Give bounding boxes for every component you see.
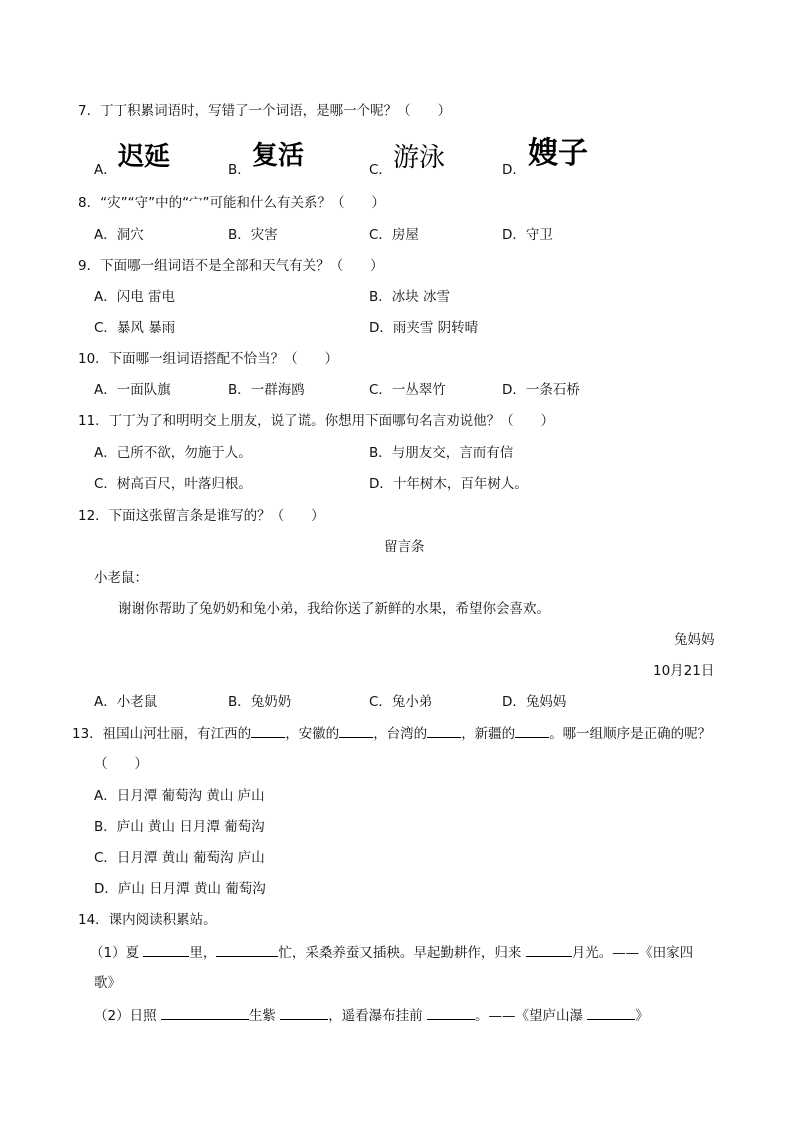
q7-option-c-handwriting: 游泳	[393, 143, 446, 173]
q10-option-b: B．一群海鸥	[228, 382, 305, 398]
q7-option-b-handwriting: 复活	[252, 141, 305, 171]
q12-option-d: D．兔妈妈	[502, 694, 567, 710]
blank-line	[427, 723, 461, 738]
q11-option-b: B．与朋友交，言而有信	[369, 445, 514, 461]
q13-option-d: D．庐山 日月潭 黄山 葡萄沟	[94, 881, 266, 897]
note-title: 留言条	[384, 539, 425, 555]
question-8-text: 8．“灾”“守”中的“宀”可能和什么有关系？（ ）	[78, 195, 386, 211]
q9-option-a: A．闪电 雷电	[94, 289, 176, 305]
blank-line	[251, 723, 285, 738]
q7-option-a-handwriting: 迟延	[118, 142, 171, 172]
q13-option-a: A．日月潭 葡萄沟 黄山 庐山	[94, 788, 265, 804]
note-salutation: 小老鼠：	[94, 570, 148, 586]
blank-line	[161, 1005, 249, 1020]
note-signature: 兔妈妈	[674, 632, 715, 648]
blank-line	[427, 1005, 475, 1020]
q13-option-b: B．庐山 黄山 日月潭 葡萄沟	[94, 819, 265, 835]
question-10-text: 10．下面哪一组词语搭配不恰当？（ ）	[78, 351, 339, 367]
blank-line	[216, 942, 278, 957]
q14-line-2: （2）日照 生紫 ，遥看瀑布挂前 。——《望庐山瀑 》	[94, 1005, 649, 1026]
question-7-text: 7．丁丁积累词语时，写错了一个词语，是哪一个呢？（ ）	[78, 103, 452, 119]
note-date: 10月21日	[653, 663, 715, 679]
question-12-text: 12．下面这张留言条是谁写的？（ ）	[78, 508, 325, 524]
q14-line-1: （1）夏 里， 忙，采桑养蚕又插秧。早起勤耕作，归来 月光。——《田家四	[90, 942, 693, 963]
q9-option-d: D．雨夹雪 阴转晴	[369, 320, 479, 336]
q9-option-c: C．暴风 暴雨	[94, 320, 176, 336]
question-11-text: 11．丁丁为了和明明交上朋友，说了谎。你想用下面哪句名言劝说他？（ ）	[78, 413, 555, 429]
q8-option-b: B．灾害	[228, 227, 278, 243]
note-body: 谢谢你帮助了兔奶奶和兔小弟，我给你送了新鲜的水果，希望你会喜欢。	[118, 601, 550, 617]
q8-option-c: C．房屋	[369, 227, 419, 243]
blank-line	[339, 723, 373, 738]
blank-line	[515, 723, 549, 738]
q8-option-a: A．洞穴	[94, 227, 144, 243]
question-13-paren: （ ）	[94, 756, 148, 772]
q7-option-c-letter: C．	[369, 162, 392, 178]
q10-option-c: C．一丛翠竹	[369, 382, 446, 398]
q13-option-c: C．日月潭 黄山 葡萄沟 庐山	[94, 850, 265, 866]
blank-line	[587, 1005, 635, 1020]
q10-option-d: D．一条石桥	[502, 382, 580, 398]
q11-option-a: A．己所不欲，勿施于人。	[94, 445, 252, 461]
question-9-text: 9．下面哪一组词语不是全部和天气有关？（ ）	[78, 258, 384, 274]
blank-line	[526, 942, 572, 957]
blank-line	[143, 942, 189, 957]
q11-option-d: D．十年树木，百年树人。	[369, 476, 528, 492]
q12-option-b: B．兔奶奶	[228, 694, 292, 710]
q12-option-a: A．小老鼠	[94, 694, 158, 710]
q7-option-a-letter: A．	[94, 162, 117, 178]
q14-line-1-cont: 歌》	[94, 975, 121, 991]
q11-option-c: C．树高百尺，叶落归根。	[94, 476, 252, 492]
q12-option-c: C．兔小弟	[369, 694, 433, 710]
q10-option-a: A．一面队旗	[94, 382, 171, 398]
q7-option-d-letter: D．	[502, 162, 526, 178]
q7-option-d-handwriting: 嫂子	[528, 136, 588, 171]
question-13-text: 13．祖国山河壮丽，有江西的 ，安徽的 ，台湾的 ，新疆的 。哪一组顺序是正确的呢？	[72, 723, 711, 744]
question-14-text: 14．课内阅读积累站。	[78, 912, 217, 928]
blank-line	[280, 1005, 328, 1020]
q7-option-b-letter: B．	[228, 162, 251, 178]
q9-option-b: B．冰块 冰雪	[369, 289, 451, 305]
q8-option-d: D．守卫	[502, 227, 553, 243]
